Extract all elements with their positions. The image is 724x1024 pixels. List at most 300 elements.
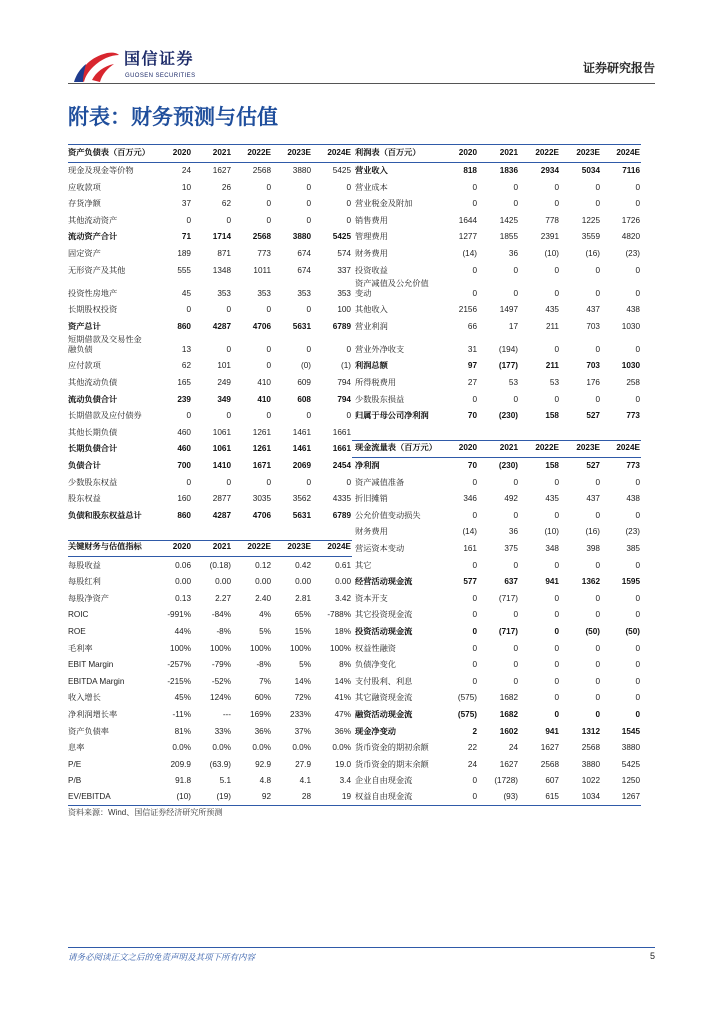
- cell-value: 1461: [292, 444, 311, 454]
- cell-value: 1714: [212, 232, 231, 242]
- cell-value: 97: [467, 361, 477, 371]
- row-label: 权益自由现金流: [352, 789, 437, 806]
- cell-value: 0: [306, 477, 311, 487]
- cell-value: 0.0%: [292, 743, 311, 753]
- cell-value: 70: [467, 461, 477, 470]
- table-row: [68, 574, 641, 591]
- cell-value: 0: [595, 643, 600, 653]
- cell-value: 6789: [332, 510, 351, 520]
- cell-value: 0: [306, 199, 311, 209]
- cell-value: 92: [232, 789, 272, 806]
- cell-value: 100%: [330, 643, 351, 653]
- cell-value: 0: [472, 288, 477, 298]
- table-row: [68, 607, 641, 624]
- row-label: 管理费用: [355, 232, 388, 242]
- cell-value: 0: [635, 265, 640, 275]
- cell-value: (717): [498, 626, 518, 636]
- cell-value: 0: [554, 709, 559, 719]
- cell-value: (16): [585, 249, 600, 259]
- row-label: 营业利润: [355, 321, 388, 331]
- cell-value: 0: [554, 676, 559, 686]
- table-row: [68, 229, 641, 246]
- row-label: 少数股东权益: [68, 477, 118, 487]
- cell-value: (0): [300, 361, 311, 371]
- cell-value: 0.06: [175, 560, 191, 570]
- row-label: 应付款项: [68, 361, 101, 371]
- row-label: ROE: [68, 626, 86, 636]
- row-label: 无形资产及其他: [68, 265, 126, 275]
- cell-value: 0: [266, 477, 271, 487]
- table-row: [68, 590, 641, 607]
- empty-cell: [152, 524, 192, 541]
- cell-value: 0.42: [295, 560, 311, 570]
- cell-value: 189: [177, 249, 191, 259]
- cell-value: 5425: [332, 166, 351, 176]
- row-label: 流动资产合计: [68, 232, 118, 242]
- cell-value: 158: [545, 411, 559, 421]
- cell-value: 2391: [540, 232, 559, 242]
- cell-value: 0: [226, 344, 231, 354]
- cell-value: 1545: [621, 726, 640, 736]
- table-row: [68, 335, 641, 358]
- cell-value: 1011: [253, 265, 271, 275]
- cell-value: 4%: [259, 610, 271, 620]
- row-label: 所得税费用: [355, 378, 396, 388]
- cell-value: 5425: [332, 232, 351, 242]
- row-label: 现金净变动: [355, 726, 396, 736]
- cell-value: 0.0%: [252, 743, 271, 753]
- brand-name-english: GUOSEN SECURITIES: [125, 73, 196, 79]
- cell-value: 0: [513, 660, 518, 670]
- cell-value: 460: [177, 444, 191, 454]
- cell-value: 435: [545, 305, 559, 315]
- cell-value: 700: [177, 461, 191, 470]
- cell-value: 375: [504, 543, 518, 553]
- cell-value: 13: [181, 344, 191, 354]
- cell-value: 101: [217, 361, 231, 371]
- cell-value: 100%: [290, 643, 311, 653]
- cell-value: 0: [346, 477, 351, 487]
- cell-value: ---: [222, 709, 231, 719]
- year-header: 2020: [437, 145, 478, 163]
- cell-value: 0: [635, 288, 640, 298]
- row-label: 息率: [68, 743, 85, 753]
- table-row: [68, 302, 641, 319]
- row-label: 长期负债合计: [68, 444, 118, 454]
- cell-value: (19): [192, 789, 232, 806]
- cell-value: 0: [554, 182, 559, 192]
- cell-value: 773: [257, 249, 271, 259]
- year-header: 2020: [152, 540, 192, 557]
- cell-value: 0: [472, 593, 477, 603]
- cell-value: 3880: [292, 232, 311, 242]
- cell-value: 161: [463, 543, 477, 553]
- cell-value: 0: [635, 510, 640, 520]
- cell-value: 0: [226, 305, 231, 315]
- cell-value: 100: [337, 305, 351, 315]
- row-label: 经营活动现金流: [355, 577, 413, 587]
- cell-value: 0: [595, 660, 600, 670]
- row-label: 营业收入: [355, 166, 388, 176]
- cell-value: 1348: [212, 265, 231, 275]
- cell-value: -215%: [167, 676, 191, 686]
- cell-value: 5%: [259, 626, 271, 636]
- year-header: 2021: [478, 441, 519, 458]
- cell-value: 28: [272, 789, 312, 806]
- table-row: [68, 457, 641, 474]
- cell-value: 353: [337, 288, 351, 298]
- cell-value: 0: [513, 610, 518, 620]
- cell-value: 3880: [621, 743, 640, 753]
- table-row: [68, 474, 641, 491]
- cell-value: (10): [152, 789, 192, 806]
- cell-value: 437: [586, 305, 600, 315]
- year-header: 2024E: [312, 540, 352, 557]
- table-row: [68, 196, 641, 213]
- cell-value: 1362: [581, 577, 600, 587]
- cell-value: 1627: [499, 759, 518, 769]
- cell-value: 70: [467, 411, 477, 421]
- cell-value: 0: [513, 477, 518, 487]
- page-title: 附表：财务预测与估值: [68, 106, 278, 129]
- header-divider: [68, 83, 655, 84]
- cell-value: 778: [545, 215, 559, 225]
- cell-value: 65%: [294, 610, 311, 620]
- row-label: 财务费用: [355, 249, 388, 259]
- table-row: [68, 262, 641, 279]
- cell-value: 0: [346, 411, 351, 421]
- cell-value: 0: [635, 199, 640, 209]
- cell-value: (717): [498, 593, 518, 603]
- cell-value: 1022: [581, 776, 600, 786]
- cell-value: 258: [626, 378, 640, 388]
- cell-value: 346: [463, 494, 477, 504]
- cell-value: 22: [467, 743, 477, 753]
- year-header: 2021: [192, 540, 232, 557]
- cell-value: 36: [508, 249, 518, 259]
- cell-value: 158: [545, 461, 559, 470]
- row-label: 负债合计: [68, 461, 101, 470]
- cell-value: 8%: [339, 660, 351, 670]
- cell-value: 0: [554, 560, 559, 570]
- cell-value: 0: [635, 477, 640, 487]
- cell-value: 0: [266, 411, 271, 421]
- cell-value: (194): [498, 344, 518, 354]
- table-row: [68, 557, 641, 574]
- cell-value: 0: [226, 477, 231, 487]
- cell-value: 577: [463, 577, 477, 587]
- year-header: 2022E: [232, 145, 272, 163]
- cell-value: 0: [472, 643, 477, 653]
- cell-value: 62: [221, 199, 231, 209]
- cell-value: 0: [472, 199, 477, 209]
- empty-cell: [352, 424, 437, 441]
- cell-value: 0: [595, 199, 600, 209]
- cell-value: 0: [635, 643, 640, 653]
- empty-cell: [519, 424, 560, 441]
- cell-value: -52%: [211, 676, 231, 686]
- cell-value: (23): [625, 249, 640, 259]
- cell-value: 0: [472, 510, 477, 520]
- cell-value: -79%: [211, 660, 231, 670]
- cell-value: 773: [626, 461, 640, 470]
- cell-value: 438: [626, 305, 640, 315]
- cell-value: 3.4: [339, 776, 351, 786]
- cell-value: 1261: [252, 427, 271, 437]
- cell-value: 0: [554, 394, 559, 404]
- cell-value: 47%: [334, 709, 351, 719]
- cell-value: 608: [297, 394, 311, 404]
- table-row: [68, 623, 641, 640]
- table-row: [68, 279, 641, 302]
- cell-value: 0: [472, 676, 477, 686]
- cell-value: 1726: [621, 215, 640, 225]
- cell-value: 703: [586, 361, 600, 371]
- cell-value: 0: [554, 288, 559, 298]
- table-row: [68, 706, 641, 723]
- empty-cell: [232, 524, 272, 541]
- cell-value: 2568: [540, 759, 559, 769]
- row-label: 少数股东损益: [355, 394, 405, 404]
- cell-value: 615: [519, 789, 560, 806]
- row-label: 其它投资现金流: [355, 610, 413, 620]
- cell-value: 0: [595, 394, 600, 404]
- cell-value: (177): [498, 361, 518, 371]
- row-label: 短期借款及交易性金融负债: [68, 334, 142, 354]
- cell-value: (63.9): [209, 759, 231, 769]
- cell-value: 353: [297, 288, 311, 298]
- cell-value: 169%: [250, 709, 271, 719]
- cell-value: 1030: [621, 361, 640, 371]
- table-row: [68, 318, 641, 335]
- cell-value: 124%: [210, 693, 231, 703]
- table-row: [68, 789, 641, 806]
- cell-value: 0: [472, 182, 477, 192]
- cell-value: 5034: [581, 166, 600, 176]
- cell-value: 0: [437, 789, 478, 806]
- cell-value: 0: [346, 182, 351, 192]
- empty-cell: [272, 524, 312, 541]
- empty-cell: [601, 424, 641, 441]
- cell-value: -84%: [211, 610, 231, 620]
- row-label: 其他长期负债: [68, 427, 118, 437]
- cell-value: 607: [545, 776, 559, 786]
- cell-value: 27: [467, 378, 477, 388]
- year-header: 2022E: [519, 145, 560, 163]
- cell-value: 0: [635, 394, 640, 404]
- row-label: 权益性融资: [355, 643, 396, 653]
- row-label: 资产总计: [68, 321, 101, 331]
- cell-value: 0.13: [175, 593, 191, 603]
- cell-value: 348: [545, 543, 559, 553]
- cell-value: 100%: [250, 643, 271, 653]
- cell-value: 1661: [332, 427, 351, 437]
- cell-value: (575): [457, 709, 477, 719]
- cell-value: 0: [306, 215, 311, 225]
- row-label: 营业税金及附加: [355, 199, 413, 209]
- row-label: 营运资本变动: [355, 543, 405, 553]
- cell-value: 0: [472, 477, 477, 487]
- cell-value: 435: [545, 494, 559, 504]
- cell-value: -991%: [167, 610, 191, 620]
- row-label: P/B: [68, 776, 82, 786]
- cell-value: 249: [217, 378, 231, 388]
- cell-value: 36%: [334, 726, 351, 736]
- cell-value: 860: [177, 510, 191, 520]
- cell-value: 818: [463, 166, 477, 176]
- empty-cell: [68, 524, 152, 541]
- cell-value: 2877: [212, 494, 231, 504]
- cell-value: 2568: [581, 743, 600, 753]
- cell-value: 165: [177, 378, 191, 388]
- year-header: 2023E: [560, 145, 601, 163]
- cell-value: 24: [181, 166, 191, 176]
- cell-value: 0: [595, 709, 600, 719]
- cell-value: 0: [346, 199, 351, 209]
- cell-value: 3559: [581, 232, 600, 242]
- table-row: [68, 408, 641, 425]
- cell-value: 5631: [292, 321, 311, 331]
- disclaimer-text: 请务必阅读正文之后的免责声明及其项下所有内容: [68, 952, 256, 962]
- cell-value: 91.8: [175, 776, 191, 786]
- cell-value: 0: [266, 305, 271, 315]
- table-row: [68, 640, 641, 657]
- cell-value: 460: [177, 427, 191, 437]
- cell-value: 0: [554, 344, 559, 354]
- year-header: 2020: [437, 441, 478, 458]
- cell-value: 674: [297, 249, 311, 259]
- cell-value: 0: [554, 199, 559, 209]
- cell-value: 0: [554, 593, 559, 603]
- cell-value: 0: [554, 626, 559, 636]
- year-header: 2023E: [560, 441, 601, 458]
- cell-value: 72%: [294, 693, 311, 703]
- cell-value: 0.00: [335, 577, 351, 587]
- cell-value: 19.0: [335, 759, 351, 769]
- cell-value: 0: [635, 610, 640, 620]
- table-row: [68, 358, 641, 375]
- year-header: 2021: [478, 145, 519, 163]
- cell-value: (16): [585, 527, 600, 537]
- cell-value: 2.27: [215, 593, 231, 603]
- cell-value: 4335: [332, 494, 351, 504]
- cell-value: 1277: [458, 232, 477, 242]
- cell-value: 555: [177, 265, 191, 275]
- page-number: 5: [649, 951, 655, 961]
- cell-value: 0: [226, 215, 231, 225]
- cell-value: 14%: [334, 676, 351, 686]
- cell-value: 7116: [622, 166, 640, 176]
- cell-value: 100%: [170, 643, 191, 653]
- row-label: 折旧摊销: [355, 494, 388, 504]
- empty-cell: [312, 524, 352, 541]
- cell-value: 1030: [621, 321, 640, 331]
- row-label: 毛利率: [68, 643, 93, 653]
- cell-value: 71: [181, 232, 191, 242]
- table-title: 利润表（百万元）: [352, 145, 437, 163]
- cell-value: 0.0%: [212, 743, 231, 753]
- cell-value: -257%: [167, 660, 191, 670]
- cell-value: 0: [186, 477, 191, 487]
- row-label: 货币资金的期初余额: [355, 743, 429, 753]
- cell-value: 0: [472, 265, 477, 275]
- row-label: 其它融资现金流: [355, 693, 413, 703]
- cell-value: 0: [513, 643, 518, 653]
- row-label: 净利润: [355, 461, 380, 470]
- cell-value: 0: [186, 305, 191, 315]
- cell-value: 1312: [581, 726, 600, 736]
- row-label: 其他流动资产: [68, 215, 118, 225]
- cell-value: 60%: [254, 693, 271, 703]
- guosen-logo-icon: [73, 49, 121, 83]
- row-label: 投资性房地产: [68, 288, 118, 298]
- cell-value: 0: [346, 344, 351, 354]
- cell-value: 1425: [499, 215, 518, 225]
- cell-value: 0: [554, 643, 559, 653]
- cell-value: 941: [545, 726, 559, 736]
- cell-value: 4287: [212, 510, 231, 520]
- cell-value: 5%: [299, 660, 311, 670]
- cell-value: 160: [177, 494, 191, 504]
- table-row: [68, 145, 641, 163]
- row-label: 存货净额: [68, 199, 101, 209]
- row-label: 每股收益: [68, 560, 101, 570]
- cell-value: (10): [544, 249, 559, 259]
- cell-value: 1627: [212, 166, 231, 176]
- cell-value: 2568: [252, 232, 271, 242]
- cell-value: 7%: [259, 676, 271, 686]
- cell-value: 3880: [581, 759, 600, 769]
- cell-value: 19: [312, 789, 352, 806]
- table-row: [68, 673, 641, 690]
- cell-value: 527: [586, 411, 600, 421]
- year-header: 2021: [192, 145, 232, 163]
- row-label: 每股净资产: [68, 593, 109, 603]
- cell-value: 3880: [292, 166, 311, 176]
- cell-value: 0: [472, 394, 477, 404]
- cell-value: 4.8: [259, 776, 271, 786]
- financial-forecast-tables: [68, 144, 641, 806]
- cell-value: 410: [257, 394, 271, 404]
- cell-value: 0: [513, 265, 518, 275]
- row-label: 投资收益: [355, 265, 388, 275]
- table-row: [68, 773, 641, 790]
- footer-divider: [68, 947, 655, 948]
- row-label: 货币资金的期末余额: [355, 759, 429, 769]
- cell-value: 26: [221, 182, 231, 192]
- cell-value: (230): [498, 411, 518, 421]
- cell-value: 0: [554, 693, 559, 703]
- table-title: 资产负债表（百万元）: [68, 145, 152, 163]
- cell-value: 492: [504, 494, 518, 504]
- cell-value: 17: [508, 321, 518, 331]
- cell-value: 349: [217, 394, 231, 404]
- cell-value: 6789: [332, 321, 351, 331]
- year-header: 2023E: [272, 540, 312, 557]
- cell-value: 0: [472, 776, 477, 786]
- cell-value: 794: [337, 378, 351, 388]
- cell-value: 3035: [252, 494, 271, 504]
- year-header: 2024E: [601, 145, 641, 163]
- cell-value: 53: [508, 378, 518, 388]
- cell-value: -8%: [216, 626, 231, 636]
- cell-value: 0: [266, 182, 271, 192]
- table-row: [68, 424, 641, 441]
- cell-value: 1261: [252, 444, 271, 454]
- cell-value: 53: [549, 378, 559, 388]
- cell-value: 41%: [334, 693, 351, 703]
- year-header: 2024E: [312, 145, 352, 163]
